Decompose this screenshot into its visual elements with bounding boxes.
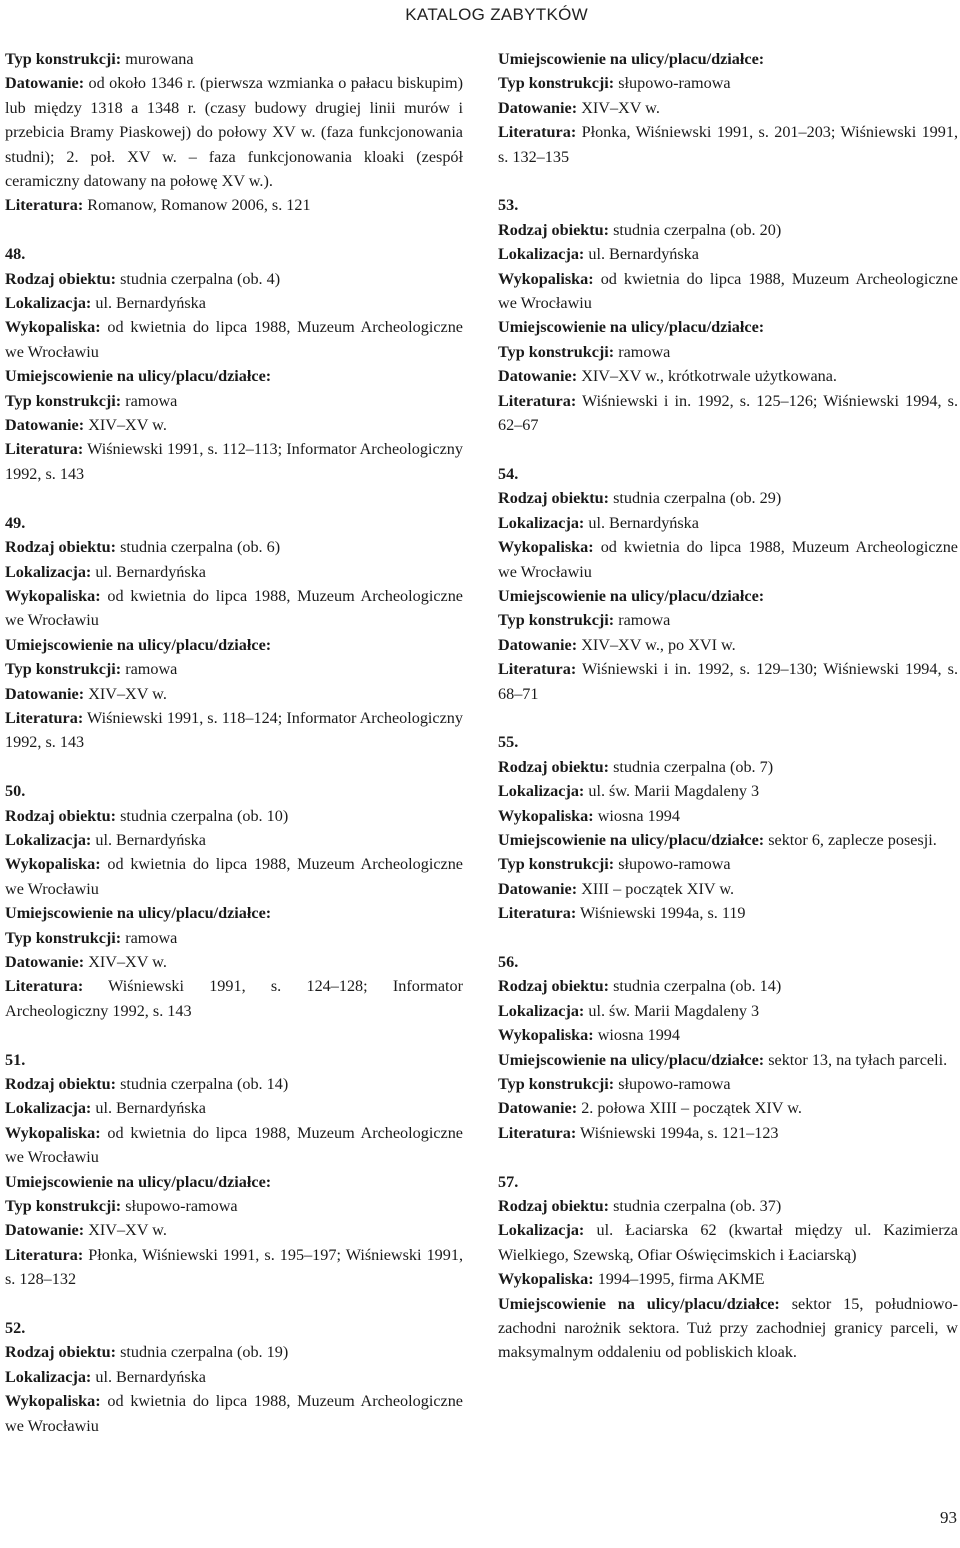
left-column <box>5 47 463 1438</box>
field-label: Lokalizacja: <box>5 830 92 849</box>
field-label: Wykopaliska: <box>498 1270 594 1289</box>
entry-field <box>498 1023 958 1047</box>
entry-field <box>5 852 463 901</box>
entry-number: 57. <box>498 1172 519 1191</box>
catalog-entry <box>5 511 463 755</box>
field-value: sektor 13, na tyłach parceli. <box>764 1050 948 1069</box>
field-label: Rodzaj obiektu: <box>498 757 610 776</box>
field-value: od kwietnia do lipca 1988, Muzeum Archeologiczne we Wrocławiu <box>498 538 958 581</box>
right-column <box>498 47 958 1365</box>
field-value: ramowa <box>121 660 178 679</box>
entry-field <box>5 315 463 364</box>
catalog-entry <box>498 462 958 706</box>
field-label: Typ konstrukcji: <box>5 391 122 410</box>
field-label: Datowanie: <box>498 367 578 386</box>
field-label: Lokalizacja: <box>5 1099 92 1118</box>
field-value: studnia czerpalna (ob. 19) <box>116 1343 289 1362</box>
field-label: Typ konstrukcji: <box>5 50 122 68</box>
field-value: studnia czerpalna (ob. 6) <box>116 538 281 557</box>
entry-field <box>5 1389 463 1438</box>
field-label: Typ konstrukcji: <box>5 660 122 679</box>
page-number: 93 <box>940 1508 957 1527</box>
entry-field <box>498 852 958 876</box>
entry-field <box>5 413 463 437</box>
entry-field <box>498 1121 958 1145</box>
field-label: Umiejscowienie na ulicy/placu/działce: <box>5 635 272 654</box>
entry-number: 51. <box>5 1050 26 1069</box>
entry-number: 53. <box>498 196 519 215</box>
field-value: od około 1346 r. (pierwsza wzmianka o pałacu biskupim) lub między 1318 a 1348 r. (czasy budowy drugiej linii murów i przebicia Bramy Piaskowej) do połowy XV w. (faza funkcjonowania studni); 2. poł. XV w. – faza funkcjonowania kloaki (zespół ceramiczny datowany na połowę XV w.). <box>5 74 463 191</box>
field-label: Lokalizacja: <box>498 1221 585 1240</box>
field-value: od kwietnia do lipca 1988, Muzeum Archeologiczne we Wrocławiu <box>5 855 463 898</box>
catalog-entry <box>498 730 958 925</box>
entry-field <box>5 71 463 193</box>
field-label: Literatura: <box>498 391 577 410</box>
field-label: Datowanie: <box>5 74 85 93</box>
field-label: Wykopaliska: <box>498 538 594 557</box>
entry-field <box>498 974 958 998</box>
field-value: ul. św. Marii Magdaleny 3 <box>584 1001 760 1020</box>
field-value: ramowa <box>121 928 178 947</box>
field-value: sektor 6, zaplecze posesji. <box>764 830 937 849</box>
field-value: Wiśniewski 1991, s. 118–124; Informator Archeologiczny 1992, s. 143 <box>5 708 463 752</box>
field-label: Literatura: <box>498 660 577 679</box>
field-value: Płonka, Wiśniewski 1991, s. 201–203; Wiśniewski 1991, s. 132–135 <box>498 123 958 166</box>
field-label: Lokalizacja: <box>5 562 92 581</box>
field-label: Typ konstrukcji: <box>498 342 615 361</box>
field-value: XIV–XV w. <box>577 98 660 117</box>
entry-field <box>5 291 463 315</box>
field-value: XIV–XV w., krótkotrwale użytkowana. <box>577 367 837 386</box>
field-value: studnia czerpalna (ob. 10) <box>116 806 289 825</box>
field-label: Lokalizacja: <box>498 782 585 801</box>
entry-field <box>498 1267 958 1291</box>
field-label: Literatura: <box>5 977 84 996</box>
entry-field <box>498 486 958 510</box>
field-label: Typ konstrukcji: <box>498 74 615 93</box>
field-value: studnia czerpalna (ob. 20) <box>609 220 782 239</box>
entry-field <box>5 267 463 291</box>
entry-field <box>5 950 463 974</box>
entry-field <box>498 71 958 95</box>
field-value: wiosna 1994 <box>593 1026 680 1045</box>
field-value: Wiśniewski 1994a, s. 121–123 <box>576 1123 779 1142</box>
catalog-entry <box>498 193 958 437</box>
entry-field <box>5 560 463 584</box>
entry-field <box>498 96 958 120</box>
entry-field <box>498 877 958 901</box>
field-label: Typ konstrukcji: <box>498 611 615 630</box>
field-value: 1994–1995, firma AKME <box>593 1270 765 1289</box>
field-label: Literatura: <box>5 440 84 459</box>
field-label: Wykopaliska: <box>5 1123 101 1142</box>
entry-field <box>5 901 463 925</box>
entry-field <box>498 120 958 169</box>
field-value: XIV–XV w., po XVI w. <box>577 635 736 654</box>
entry-field <box>498 633 958 657</box>
entry-field <box>5 926 463 950</box>
field-value: słupowo-ramowa <box>614 74 731 93</box>
field-label: Datowanie: <box>498 635 578 654</box>
field-label: Wykopaliska: <box>5 1392 101 1411</box>
field-value: od kwietnia do lipca 1988, Muzeum Archeologiczne we Wrocławiu <box>5 1392 463 1435</box>
entry-field <box>498 901 958 925</box>
field-label: Lokalizacja: <box>5 294 92 313</box>
field-label: Datowanie: <box>498 98 578 117</box>
field-label: Datowanie: <box>5 416 85 435</box>
entry-field <box>498 608 958 632</box>
entry-number: 52. <box>5 1319 26 1338</box>
field-value: Wiśniewski 1994a, s. 119 <box>576 904 746 923</box>
field-label: Umiejscowienie na ulicy/placu/działce: <box>498 50 765 68</box>
entry-number: 50. <box>5 782 26 801</box>
entry-field <box>5 1218 463 1242</box>
field-label: Rodzaj obiektu: <box>5 1343 117 1362</box>
field-value: od kwietnia do lipca 1988, Muzeum Archeologiczne we Wrocławiu <box>5 318 463 361</box>
field-value: sektor 15, południowo-zachodni narożnik sektora. Tuż przy zachodniej granicy parceli, w maksymalnym oddaleniu od pobliskich kloak. <box>498 1294 958 1362</box>
field-label: Umiejscowienie na ulicy/placu/działce: <box>498 1294 780 1313</box>
field-label: Wykopaliska: <box>5 586 101 605</box>
entry-number: 54. <box>498 464 519 483</box>
entry-number: 55. <box>498 733 519 752</box>
field-value: ul. Bernardyńska <box>91 562 206 581</box>
field-label: Wykopaliska: <box>498 806 594 825</box>
entry-field <box>498 1072 958 1096</box>
field-label: Literatura: <box>498 904 577 923</box>
entry-field <box>5 1365 463 1389</box>
field-value: ul. Bernardyńska <box>91 1367 206 1386</box>
running-header: KATALOG ZABYTKÓW <box>405 5 588 24</box>
field-label: Rodzaj obiektu: <box>5 806 117 825</box>
entry-field <box>498 657 958 706</box>
field-value: Wiśniewski 1991, s. 112–113; Informator Archeologiczny 1992, s. 143 <box>5 440 463 483</box>
entry-field <box>498 779 958 803</box>
field-value: wiosna 1994 <box>593 806 680 825</box>
entry-field <box>5 47 463 71</box>
field-label: Umiejscowienie na ulicy/placu/działce: <box>498 318 765 337</box>
field-label: Rodzaj obiektu: <box>498 1197 610 1216</box>
entry-field <box>498 511 958 535</box>
catalog-entry <box>5 242 463 486</box>
field-label: Literatura: <box>5 1245 84 1264</box>
field-label: Lokalizacja: <box>5 1367 92 1386</box>
field-value: ul. św. Marii Magdaleny 3 <box>584 782 760 801</box>
field-value: słupowo-ramowa <box>121 1197 238 1216</box>
field-value: ul. Bernardyńska <box>91 830 206 849</box>
entry-field <box>5 974 463 1023</box>
field-label: Typ konstrukcji: <box>5 1197 122 1216</box>
field-label: Typ konstrukcji: <box>498 855 615 874</box>
entry-field <box>498 1218 958 1267</box>
field-value: ul. Bernardyńska <box>584 513 699 532</box>
field-value: Wiśniewski 1991, s. 124–128; Informator Archeologiczny 1992, s. 143 <box>5 977 463 1020</box>
field-label: Umiejscowienie na ulicy/placu/działce: <box>498 830 765 849</box>
field-label: Datowanie: <box>5 952 85 971</box>
field-label: Lokalizacja: <box>498 245 585 264</box>
field-label: Umiejscowienie na ulicy/placu/działce: <box>5 1172 272 1191</box>
entry-field <box>5 364 463 388</box>
entry-field <box>5 1194 463 1218</box>
entry-field <box>498 47 958 71</box>
entry-field <box>5 1340 463 1364</box>
field-label: Datowanie: <box>5 1221 85 1240</box>
field-label: Wykopaliska: <box>5 318 101 337</box>
entry-field <box>498 828 958 852</box>
field-value: ul. Bernardyńska <box>91 294 206 313</box>
entry-field <box>498 1048 958 1072</box>
field-label: Wykopaliska: <box>5 855 101 874</box>
field-label: Rodzaj obiektu: <box>5 538 117 557</box>
field-value: XIV–XV w. <box>84 684 167 703</box>
field-label: Rodzaj obiektu: <box>5 269 117 288</box>
field-value: studnia czerpalna (ob. 37) <box>609 1197 782 1216</box>
field-value: XIV–XV w. <box>84 416 167 435</box>
field-label: Wykopaliska: <box>498 1026 594 1045</box>
field-label: Lokalizacja: <box>498 513 585 532</box>
field-label: Literatura: <box>498 123 577 142</box>
field-value: słupowo-ramowa <box>614 855 731 874</box>
catalog-entry <box>5 779 463 1023</box>
entry-field <box>498 804 958 828</box>
entry-field <box>5 437 463 486</box>
field-value: ramowa <box>614 342 671 361</box>
field-label: Umiejscowienie na ulicy/placu/działce: <box>498 1050 765 1069</box>
entry-field <box>498 1292 958 1365</box>
field-label: Datowanie: <box>498 879 578 898</box>
field-label: Typ konstrukcji: <box>5 928 122 947</box>
entry-field <box>5 584 463 633</box>
entry-field <box>498 389 958 438</box>
field-label: Rodzaj obiektu: <box>5 1075 117 1093</box>
field-value: od kwietnia do lipca 1988, Muzeum Archeologiczne we Wrocławiu <box>498 269 958 313</box>
entry-number: 49. <box>5 513 26 532</box>
entry-field <box>498 364 958 388</box>
field-value: Wiśniewski i in. 1992, s. 125–126; Wiśniewski 1994, s. 62–67 <box>498 391 958 435</box>
field-value: XIV–XV w. <box>84 1221 167 1240</box>
field-label: Literatura: <box>5 196 84 215</box>
entry-number: 48. <box>5 245 26 264</box>
field-label: Wykopaliska: <box>498 269 594 288</box>
field-value: 2. połowa XIII – początek XIV w. <box>577 1099 802 1118</box>
field-value: murowana <box>121 50 194 68</box>
field-label: Rodzaj obiektu: <box>498 977 610 996</box>
field-label: Lokalizacja: <box>498 1001 585 1020</box>
field-value: od kwietnia do lipca 1988, Muzeum Archeologiczne we Wrocławiu <box>5 586 463 630</box>
entry-field <box>498 218 958 242</box>
entry-field <box>5 1096 463 1120</box>
entry-field <box>498 999 958 1023</box>
entry-number: 56. <box>498 952 519 971</box>
field-label: Rodzaj obiektu: <box>498 489 610 508</box>
catalog-entry <box>5 1048 463 1292</box>
field-value: słupowo-ramowa <box>614 1075 731 1093</box>
entry-field <box>498 340 958 364</box>
entry-field <box>5 804 463 828</box>
catalog-entry <box>498 950 958 1145</box>
entry-field <box>498 242 958 266</box>
field-label: Typ konstrukcji: <box>498 1075 615 1093</box>
entry-field <box>5 1121 463 1170</box>
entry-field <box>498 584 958 608</box>
field-label: Literatura: <box>498 1123 577 1142</box>
field-value: Płonka, Wiśniewski 1991, s. 195–197; Wiśniewski 1991, s. 128–132 <box>5 1245 463 1289</box>
field-value: ramowa <box>121 391 178 410</box>
catalog-entry <box>5 47 463 218</box>
entry-field <box>5 706 463 755</box>
field-value: studnia czerpalna (ob. 4) <box>116 269 281 288</box>
field-value: XIII – początek XIV w. <box>577 879 735 898</box>
field-value: Romanow, Romanow 2006, s. 121 <box>83 196 311 215</box>
entry-field <box>5 682 463 706</box>
field-value: ul. Bernardyńska <box>91 1099 206 1118</box>
field-value: studnia czerpalna (ob. 14) <box>609 977 782 996</box>
catalog-entry <box>498 1170 958 1365</box>
entry-field <box>5 1072 463 1096</box>
catalog-entry <box>5 1316 463 1438</box>
field-value: ul. Łaciarska 62 (kwartał między ul. Kazimierza Wielkiego, Szewską, Ofiar Oświęcimskich i Łaciarską) <box>498 1221 958 1264</box>
entry-field <box>5 828 463 852</box>
entry-field <box>498 535 958 584</box>
field-value: studnia czerpalna (ob. 29) <box>609 489 782 508</box>
entry-field <box>5 1170 463 1194</box>
field-value: ul. Bernardyńska <box>584 245 699 264</box>
field-value: XIV–XV w. <box>84 952 167 971</box>
entry-field <box>5 633 463 657</box>
entry-field <box>5 389 463 413</box>
entry-field <box>5 535 463 559</box>
entry-field <box>498 267 958 316</box>
field-label: Datowanie: <box>5 684 85 703</box>
entry-field <box>5 1243 463 1292</box>
field-value: Wiśniewski i in. 1992, s. 129–130; Wiśniewski 1994, s. 68–71 <box>498 660 958 703</box>
field-value: od kwietnia do lipca 1988, Muzeum Archeologiczne we Wrocławiu <box>5 1123 463 1167</box>
entry-field <box>498 1096 958 1120</box>
entry-field <box>498 755 958 779</box>
field-label: Umiejscowienie na ulicy/placu/działce: <box>5 904 272 923</box>
entry-field <box>5 193 463 217</box>
field-value: ramowa <box>614 611 671 630</box>
field-label: Datowanie: <box>498 1099 578 1118</box>
field-value: studnia czerpalna (ob. 14) <box>116 1075 289 1093</box>
field-label: Umiejscowienie na ulicy/placu/działce: <box>498 586 765 605</box>
entry-field <box>498 1194 958 1218</box>
entry-field <box>498 315 958 339</box>
field-label: Rodzaj obiektu: <box>498 220 610 239</box>
field-value: studnia czerpalna (ob. 7) <box>609 757 774 776</box>
catalog-entry <box>498 47 958 169</box>
field-label: Literatura: <box>5 708 84 727</box>
entry-field <box>5 657 463 681</box>
field-label: Umiejscowienie na ulicy/placu/działce: <box>5 367 272 386</box>
